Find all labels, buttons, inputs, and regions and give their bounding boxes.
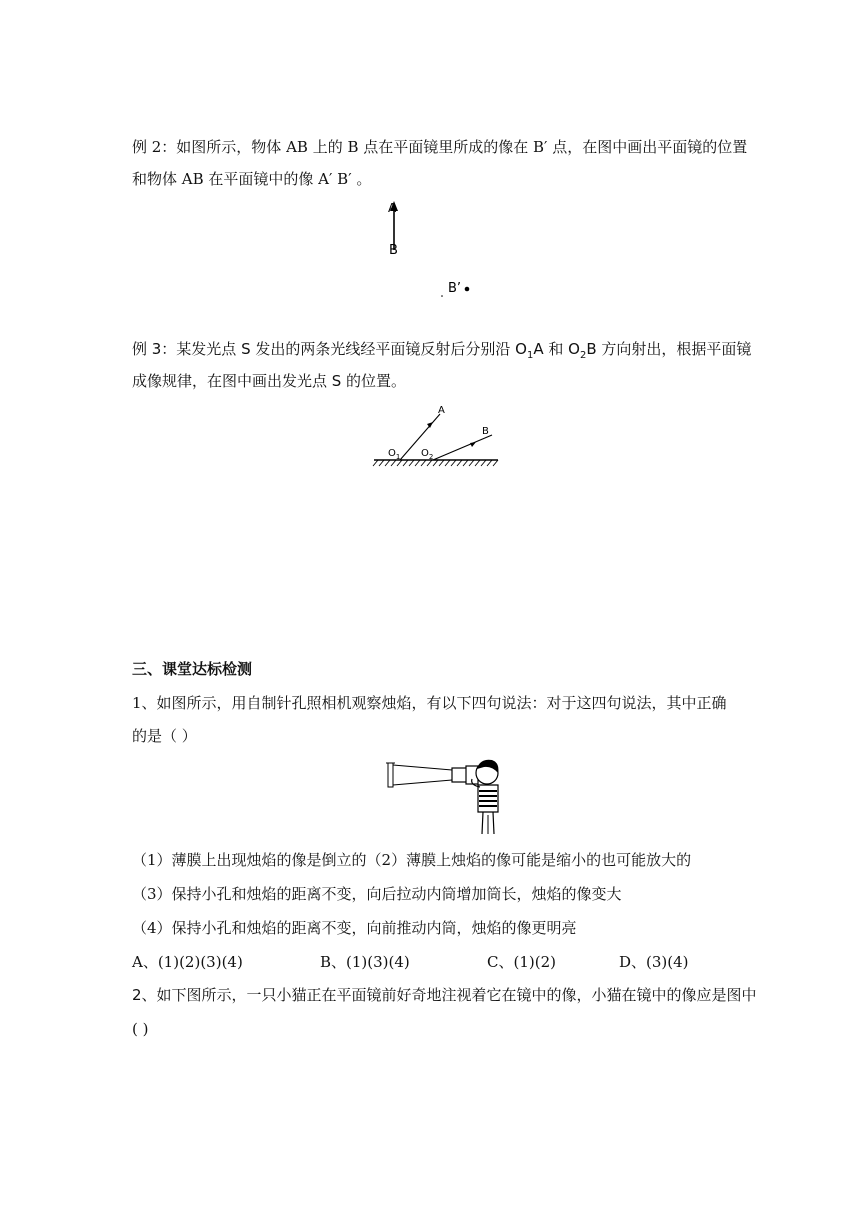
ex3-line-2: 成像规律，在图中画出发光点 S 的位置。 xyxy=(132,372,407,390)
label-b-prime: B’ xyxy=(448,281,462,296)
hatch-mark xyxy=(451,460,456,466)
section-heading: 三、课堂达标检测 xyxy=(132,660,253,678)
arrow-o2-b xyxy=(470,442,476,447)
q1-statement-2: （3）保持小孔和烛焰的距离不变，向后拉动内筒增加筒长，烛焰的像变大 xyxy=(132,885,622,903)
label-o1: $O_1$ xyxy=(388,448,401,461)
ex3-line-1: 例 3：某发光点 S 发出的两条光线经平面镜反射后分别沿 $O_1A$ 和 $O_2B$ 方向射出，根据平面镜 xyxy=(132,340,752,361)
option-a[interactable]: A、(1)(2)(3)(4) xyxy=(132,953,243,971)
label-b: B xyxy=(389,243,398,258)
hatch-mark xyxy=(493,460,498,466)
q1-line-2: 的是（ ） xyxy=(132,727,197,745)
label-b: B xyxy=(482,426,489,437)
hatch-mark xyxy=(373,460,378,466)
q1-options xyxy=(132,952,689,972)
person-leg-left xyxy=(482,812,483,834)
q2-line-1: 2、如下图所示，一只小猫正在平面镜前好奇地注视着它在镜中的像，小猫在镜中的像应是图中 xyxy=(132,986,757,1004)
hatch-mark xyxy=(481,460,486,466)
hatch-mark xyxy=(403,460,408,466)
hatch-mark xyxy=(445,460,450,466)
q2-line-2: ( ) xyxy=(132,1020,149,1038)
hatch-mark xyxy=(439,460,444,466)
hatch-mark xyxy=(421,460,426,466)
person-leg-right xyxy=(493,812,494,834)
ex2-line-2: 和物体 AB 在平面镜中的像 A′ B′ 。 xyxy=(132,170,372,188)
hatch-mark xyxy=(415,460,420,466)
person-body xyxy=(478,785,498,812)
cone-top xyxy=(393,765,452,770)
option-c[interactable]: C、(1)(2) xyxy=(487,953,556,971)
speck xyxy=(441,295,443,297)
mirror-hatching xyxy=(373,460,498,466)
candle xyxy=(388,763,393,787)
pinhole-camera-figure xyxy=(380,755,510,837)
option-d[interactable]: D、(3)(4) xyxy=(619,953,689,971)
q1-line-1: 1、如图所示，用自制针孔照相机观察烛焰，有以下四句说法：对于这四句说法，其中正确 xyxy=(132,694,727,712)
ex2-line-1: 例 2：如图所示，物体 AB 上的 B 点在平面镜里所成的像在 B′ 点，在图中画出平面镜的位置 xyxy=(132,138,748,156)
hatch-mark xyxy=(475,460,480,466)
hatch-mark xyxy=(463,460,468,466)
hatch-mark xyxy=(457,460,462,466)
q1-statement-3: （4）保持小孔和烛焰的距离不变，向前推动内筒，烛焰的像更明亮 xyxy=(132,919,577,937)
point-b-prime xyxy=(465,287,470,292)
ray-o2-b xyxy=(433,435,492,460)
option-b[interactable]: B、(1)(3)(4) xyxy=(320,953,410,971)
label-a: A xyxy=(388,201,397,215)
label-o2: $O_2$ xyxy=(421,448,434,461)
cone-bottom xyxy=(393,780,452,785)
hatch-mark xyxy=(469,460,474,466)
hatch-mark xyxy=(385,460,390,466)
ex3-figure xyxy=(370,402,505,474)
hatch-mark xyxy=(409,460,414,466)
hatch-mark xyxy=(487,460,492,466)
q1-statement-1: （1）薄膜上出现烛焰的像是倒立的（2）薄膜上烛焰的像可能是缩小的也可能放大的 xyxy=(132,851,692,869)
hatch-mark xyxy=(433,460,438,466)
hatch-mark xyxy=(379,460,384,466)
label-a: A xyxy=(438,405,445,416)
ex2-figure xyxy=(380,195,480,300)
ray-o1-a xyxy=(400,414,440,460)
